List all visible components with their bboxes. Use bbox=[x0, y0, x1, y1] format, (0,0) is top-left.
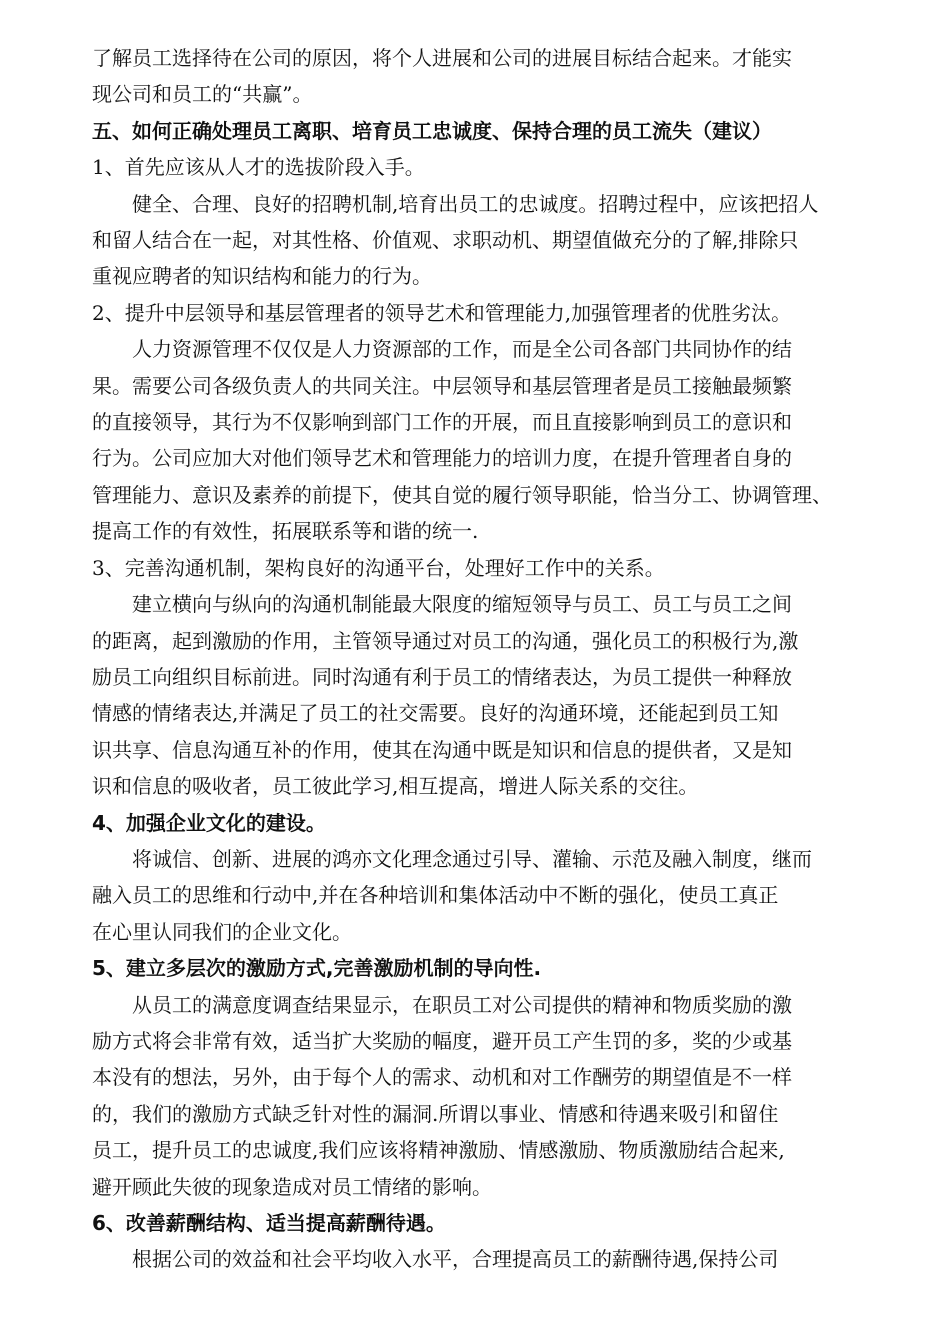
point-heading: 2、提升中层领导和基层管理者的领导艺术和管理能力,加强管理者的优胜劣汰。 bbox=[92, 300, 792, 325]
text-line: 行为。公司应加大对他们领导艺术和管理能力的培训力度，在提升管理者自身的 bbox=[92, 446, 792, 471]
point-heading: 4、加强企业文化的建设。 bbox=[92, 810, 326, 835]
text-line: 的距离，起到激励的作用，主管领导通过对员工的沟通，强化员工的积极行为,激 bbox=[92, 628, 799, 653]
text-line: 励员工向组织目标前进。同时沟通有利于员工的情绪表达，为员工提供一种释放 bbox=[92, 664, 792, 689]
text-line: 建立横向与纵向的沟通机制能最大限度的缩短领导与员工、员工与员工之间 bbox=[132, 592, 792, 617]
text-line: 健全、合理、良好的招聘机制,培育出员工的忠诚度。招聘过程中，应该把招人 bbox=[132, 191, 819, 216]
text-line: 在心里认同我们的企业文化。 bbox=[92, 919, 352, 944]
point-heading: 1、首先应该从人才的选拔阶段入手。 bbox=[92, 155, 425, 180]
text-line: 果。需要公司各级负责人的共同关注。中层领导和基层管理者是员工接触最频繁 bbox=[92, 373, 792, 398]
text-line: 融入员工的思维和行动中,并在各种培训和集体活动中不断的强化，使员工真正 bbox=[92, 883, 779, 908]
text-line: 本没有的想法，另外，由于每个人的需求、动机和对工作酬劳的期望值是不一样 bbox=[92, 1065, 792, 1090]
text-line: 现公司和员工的“共赢”。 bbox=[92, 82, 313, 107]
text-line: 避开顾此失彼的现象造成对员工情绪的影响。 bbox=[92, 1174, 492, 1199]
point-heading: 6、改善薪酬结构、适当提高薪酬待遇。 bbox=[92, 1211, 446, 1235]
text-line: 从员工的满意度调查结果显示，在职员工对公司提供的精神和物质奖励的激 bbox=[132, 992, 792, 1017]
point-heading: 3、完善沟通机制，架构良好的沟通平台，处理好工作中的关系。 bbox=[92, 555, 665, 580]
text-line: 提高工作的有效性，拓展联系等和谐的统一. bbox=[92, 519, 479, 544]
text-line: 将诚信、创新、进展的鸿亦文化理念通过引导、灌输、示范及融入制度，继而 bbox=[132, 846, 812, 871]
text-line: 员工，提升员工的忠诚度,我们应该将精神激励、情感激励、物质激励结合起来, bbox=[92, 1138, 785, 1163]
text-line: 识和信息的吸收者，员工彼此学习,相互提高，增进人际关系的交往。 bbox=[92, 774, 699, 799]
text-line: 重视应聘者的知识结构和能力的行为。 bbox=[92, 264, 432, 289]
text-line: 的，我们的激励方式缺乏针对性的漏洞.所谓以事业、情感和待遇来吸引和留住 bbox=[92, 1101, 779, 1126]
text-line: 励方式将会非常有效，适当扩大奖励的幅度，避开员工产生罚的多，奖的少或基 bbox=[92, 1028, 792, 1053]
text-line: 情感的情绪表达,并满足了员工的社交需要。良好的沟通环境，还能起到员工知 bbox=[92, 701, 779, 726]
text-line: 和留人结合在一起，对其性格、价值观、求职动机、期望值做充分的了解,排除只 bbox=[92, 228, 799, 253]
text-line: 的直接领导，其行为不仅影响到部门工作的开展，而且直接影响到员工的意识和 bbox=[92, 410, 792, 435]
text-line: 识共享、信息沟通互补的作用，使其在沟通中既是知识和信息的提供者，又是知 bbox=[92, 737, 792, 762]
text-line: 管理能力、意识及素养的前提下，使其自觉的履行领导职能，恰当分工、协调管理、 bbox=[92, 482, 832, 507]
text-line: 人力资源管理不仅仅是人力资源部的工作，而是全公司各部门共同协作的结 bbox=[132, 337, 792, 362]
text-line: 了解员工选择待在公司的原因，将个人进展和公司的进展目标结合起来。才能实 bbox=[92, 46, 792, 70]
text-line: 根据公司的效益和社会平均收入水平，合理提高员工的薪酬待遇,保持公司 bbox=[132, 1247, 779, 1272]
point-heading: 5、建立多层次的激励方式,完善激励机制的导向性. bbox=[92, 956, 542, 981]
section-heading: 五、如何正确处理员工离职、培育员工忠诚度、保持合理的员工流失（建议） bbox=[92, 118, 772, 143]
